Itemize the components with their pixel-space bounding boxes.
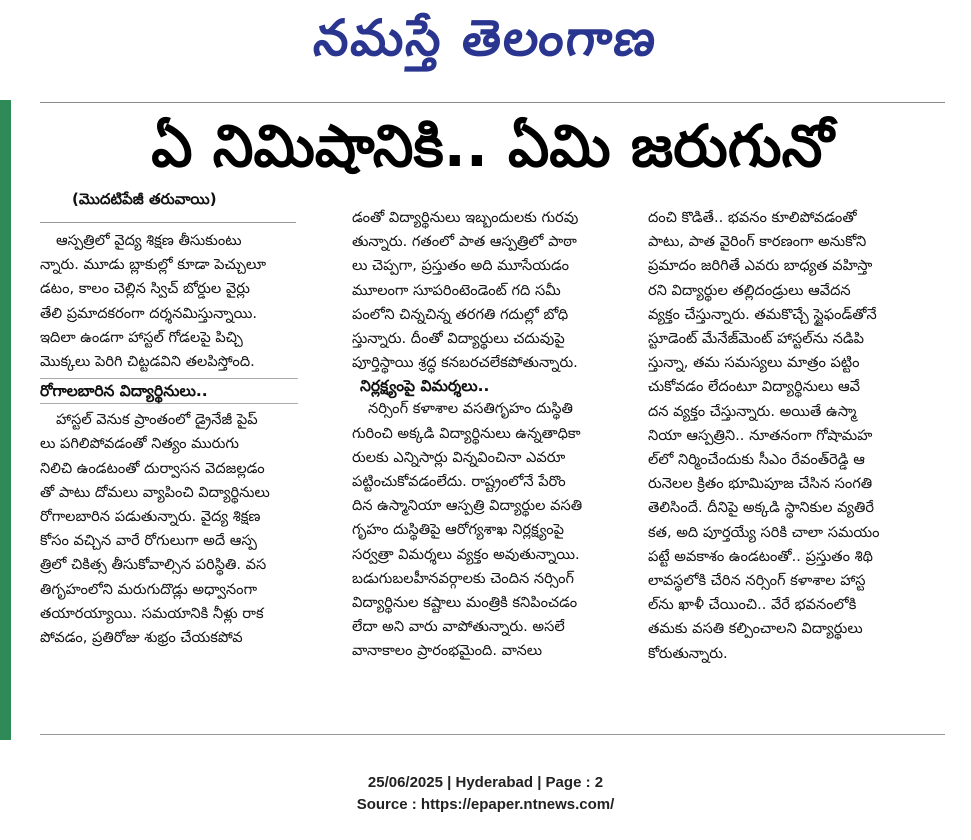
text-line: వానాకాలం ప్రారంభమైంది. వానలు	[352, 642, 543, 660]
text-line: రని విద్యార్థుల తల్లిదండ్రులు ఆవేదన	[648, 281, 851, 299]
continuation-note: (మొదటిపేజీ తరువాయి)	[72, 190, 217, 208]
article-column-3	[648, 206, 940, 666]
text-line: దన వ్యక్తం చేస్తున్నారు. అయితే ఉస్మా	[648, 402, 857, 420]
source-link[interactable]: Source : https://epaper.ntnews.com/	[356, 796, 615, 813]
text-line: ల్‌ను ఖాళీ చేయించి.. వేరే భవనంలోకి	[648, 596, 857, 614]
text-line: స్తున్నారు. దీంతో విద్యార్థులు చదువుపై	[352, 330, 565, 348]
text-line: మొక్కలు పెరిగి చిట్టడవిని తలపిస్తోంది.	[40, 353, 255, 371]
text-line: కత, అది పూర్తయ్యే సరికి చాలా సమయం	[648, 523, 880, 541]
article-column-1	[40, 229, 298, 650]
article-column-2	[352, 206, 635, 664]
text-line: నర్సింగ్ కళాశాల వసతిగృహం దుస్థితి	[368, 400, 573, 418]
text-line: రునెలల క్రితం భూమిపూజ చేసిన సంగతి	[648, 475, 873, 493]
text-line: తెలిసిందే. దీనిపై అక్కడి స్థానికుల వ్యతిరే	[648, 499, 875, 517]
text-line: దంచి కొడితే.. భవనం కూలిపోవడంతో	[648, 209, 857, 226]
text-line: తిగృహంలోని మరుగుదొడ్లు అధ్వానంగా	[40, 580, 258, 598]
text-line: డంతో విద్యార్థినులు ఇబ్బందులకు గురవు	[352, 209, 579, 226]
subheading: నిర్లక్ష్యంపై విమర్శలు..	[360, 377, 490, 396]
text-line: పట్టే అవకాశం ఉండటంతో.. ప్రస్తుతం శిథి	[648, 547, 873, 565]
text-line: స్టూడెంట్ మేనేజ్‌మెంట్ హాస్టల్‌ను నడిపి	[648, 330, 864, 348]
text-line: పాటు, పాత వైరింగ్ కారణంగా అనుకోని	[648, 233, 867, 251]
text-line: లు చెప్పగా, ప్రస్తుతం అది మూసేయడం	[352, 257, 570, 275]
text-line: వ్యక్తం చేస్తున్నారు. తమకొచ్చే స్టైఫండ్‌తోనే	[648, 305, 877, 323]
divider-top	[40, 102, 945, 103]
text-line: డటం, కాలం చెల్లిన స్విచ్ బోర్డుల వైర్లు	[40, 280, 250, 298]
text-line: స్తున్నా, తమ సమస్యలు మాత్రం పట్టిం	[648, 354, 860, 372]
text-line: పూర్తిస్థాయి శ్రద్ధ కనబరచలేకపోతున్నారు.	[352, 354, 578, 372]
text-line: పట్టించుకోవడంలేదు. రాష్ట్రంలోనే పేరొం	[352, 473, 566, 491]
text-line: మూలంగా సూపరింటెండెంట్ గది సమీ	[352, 281, 561, 299]
text-line: త్రిలో చికిత్స తీసుకోవాల్సిన పరిస్థితి. వస	[40, 556, 267, 574]
text-line: గృహం దుస్థితిపై ఆరోగ్యశాఖ నిర్లక్ష్యంపై	[352, 521, 565, 539]
edition-info: 25/06/2025 | Hyderabad | Page : 2	[367, 774, 604, 791]
text-line: తేలి ప్రమాదకరంగా దర్శనమిస్తున్నాయి.	[40, 304, 257, 322]
accent-bar	[0, 100, 11, 740]
text-line: తున్నారు. గతంలో పాత ఆస్పత్రిలో పాఠా	[352, 233, 577, 251]
divider-continuation	[40, 222, 296, 223]
text-line: తో పాటు దోమలు వ్యాపించి విద్యార్థినులు	[40, 483, 270, 501]
text-line: హాస్టల్ వెనుక ప్రాంతంలో డ్రైనేజీ పైప్	[56, 411, 258, 429]
text-line: రోగాలబారిన పడుతున్నారు. వైద్య శిక్షణ	[40, 508, 261, 526]
text-line: చుకోవడం లేదంటూ విద్యార్థినులు ఆవే	[648, 378, 860, 396]
text-line: గురించి అక్కడి విద్యార్థినులు ఉన్నతాధికా	[352, 424, 581, 442]
text-line: బడుగుబలహీనవర్గాలకు చెందిన నర్సింగ్	[352, 569, 574, 587]
text-line: రులకు ఎన్నిసార్లు విన్నవించినా ఎవరూ	[352, 448, 566, 466]
text-line: నిలిచి ఉండటంతో దుర్వాసన వెదజల్లడం	[40, 459, 265, 477]
text-line: లు పగిలిపోవడంతో నిత్యం మురుగు	[40, 435, 239, 453]
text-line: కోరుతున్నారు.	[648, 644, 728, 662]
text-line: ఇదిలా ఉండగా హాస్టల్ గోడలపై పిచ్చి	[40, 328, 243, 346]
text-line: దిన ఉస్మానియా ఆస్పత్రి విద్యార్థుల వసతి	[352, 497, 583, 515]
divider-bottom	[40, 734, 945, 735]
text-line: కోసం వచ్చిన వారే రోగులుగా అదే ఆస్ప	[40, 532, 257, 550]
text-line: ఆస్పత్రిలో వైద్య శిక్షణ తీసుకుంటు	[56, 232, 242, 249]
text-line: ల్‌లో నిర్మించేందుకు సీఎం రేవంత్‌రెడ్డి ఆ	[648, 451, 865, 469]
subheading: రోగాలబారిన విద్యార్థినులు..	[40, 378, 298, 404]
text-line: పంలోని చిన్నచిన్న తరగతి గదుల్లో బోధి	[352, 305, 569, 323]
text-line: సర్వత్రా విమర్శలు వ్యక్తం అవుతున్నాయి.	[352, 545, 580, 563]
masthead	[0, 0, 971, 80]
text-line: పోవడం, ప్రతిరోజు శుభ్రం చేయకపోవ	[40, 629, 243, 647]
text-line: విద్యార్థినుల కష్టాలు మంత్రికి కనిపించడం	[352, 594, 578, 612]
text-line: లేదా అని వారు వాపోతున్నారు. అసలే	[352, 618, 565, 636]
text-line: న్నారు. మూడు బ్లాకుల్లో కూడా పెచ్చులూ	[40, 256, 267, 274]
text-line: తమకు వసతి కల్పించాలని విద్యార్థులు	[648, 620, 863, 638]
newspaper-logo: నమస్తే తెలంగాణ	[310, 8, 661, 67]
article-headline: ఏ నిమిషానికి.. ఏమి జరుగునో	[151, 112, 834, 180]
text-line: నియా ఆస్పత్రిని.. నూతనంగా గోషామహ	[648, 426, 873, 444]
text-line: లావస్థలోకి చేరిన నర్సింగ్ కళాశాల హాస్ట	[648, 572, 866, 590]
text-line: తయారయ్యాయి. సమయానికి నీళ్లు రాక	[40, 604, 264, 622]
text-line: ప్రమాదం జరిగితే ఎవరు బాధ్యత వహిస్తా	[648, 257, 873, 275]
footer	[0, 772, 971, 816]
